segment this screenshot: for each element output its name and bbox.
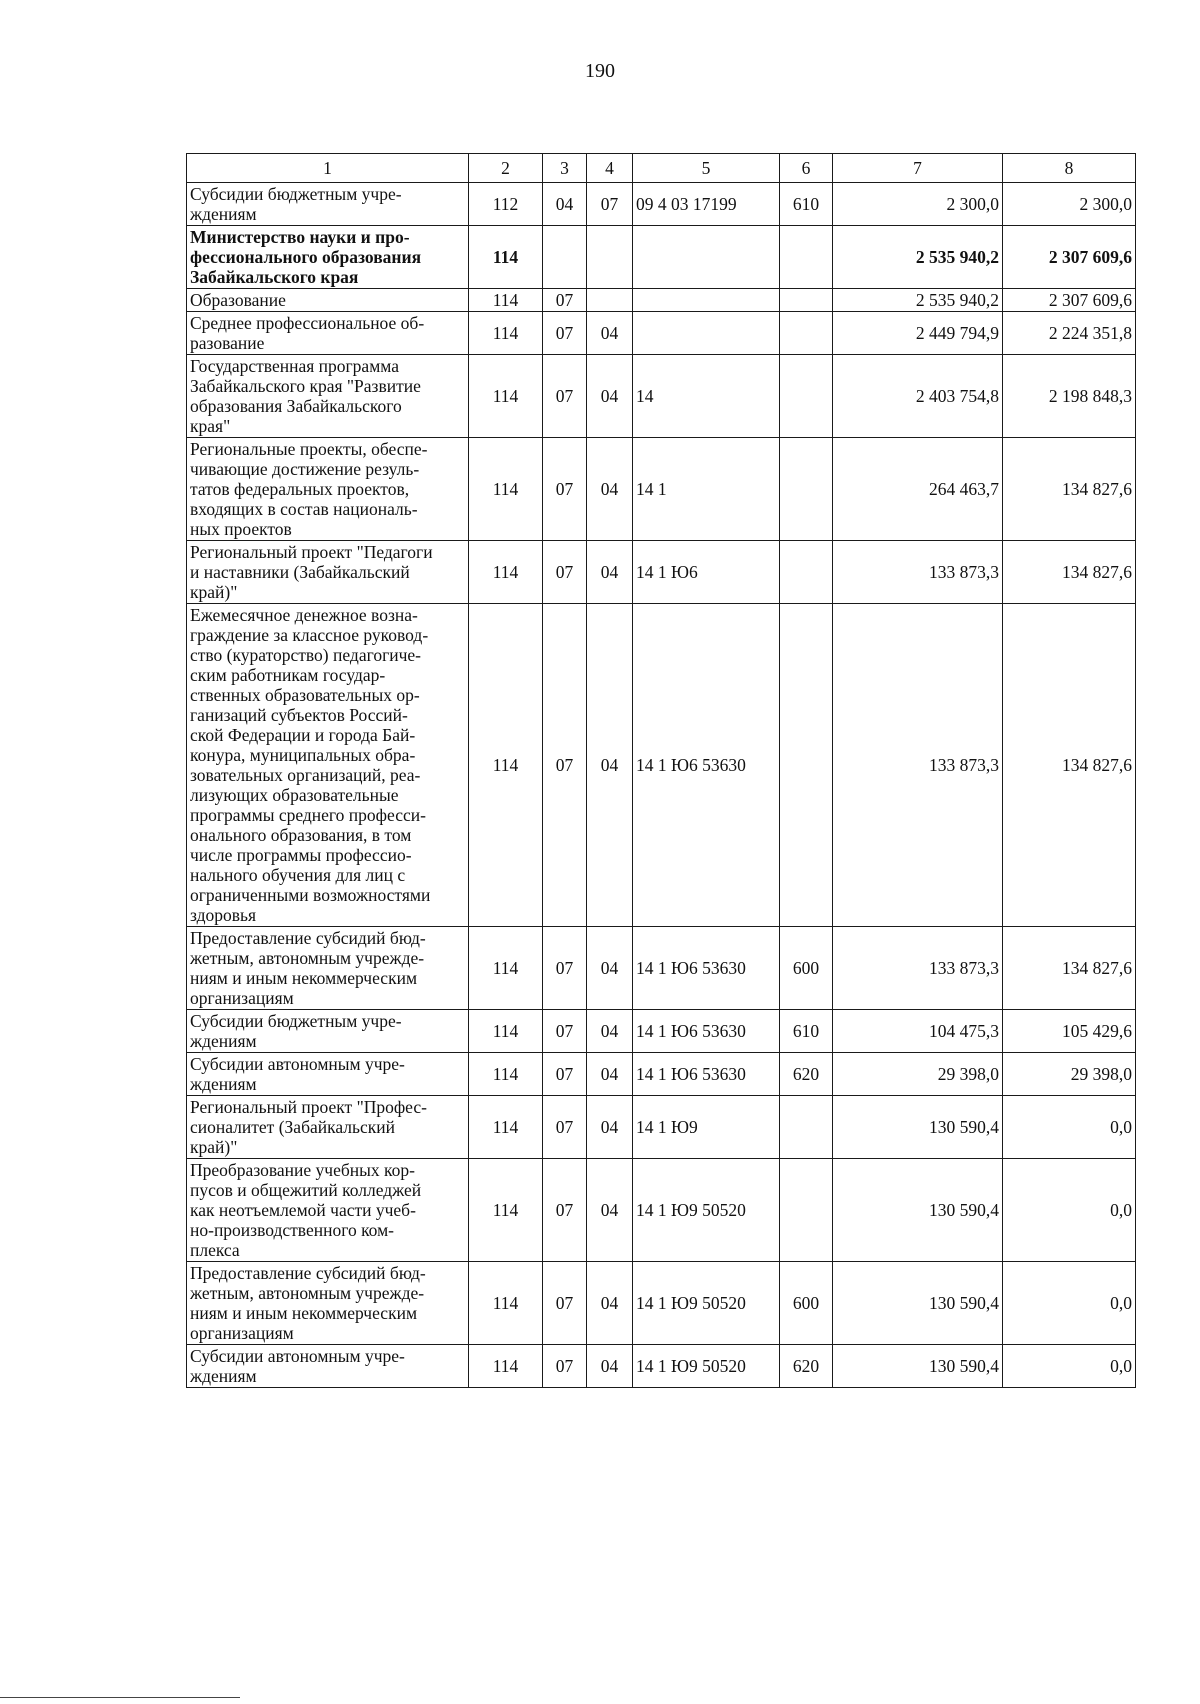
cell-target-article: 14 1 Ю6 53630 (633, 1053, 780, 1096)
cell-subsection: 04 (587, 1159, 633, 1262)
cell-amount-year1: 133 873,3 (833, 604, 1003, 927)
header-col-4: 4 (587, 154, 633, 183)
cell-expense-type (780, 438, 833, 541)
header-col-2: 2 (469, 154, 543, 183)
cell-amount-year1: 133 873,3 (833, 541, 1003, 604)
cell-expense-type: 600 (780, 927, 833, 1010)
cell-expense-type: 610 (780, 183, 833, 226)
cell-name: Предоставление субсидий бюд- жетным, автономным учрежде- ниям и иным некоммерческим организациям (187, 1262, 469, 1345)
cell-name: Региональный проект "Педагоги и наставники (Забайкальский край)" (187, 541, 469, 604)
cell-subsection (587, 289, 633, 312)
table-row (187, 1159, 1136, 1262)
cell-subsection: 04 (587, 312, 633, 355)
cell-expense-type (780, 1159, 833, 1262)
cell-section: 07 (543, 312, 587, 355)
cell-expense-type (780, 226, 833, 289)
cell-target-article: 14 1 Ю9 50520 (633, 1345, 780, 1388)
table-row (187, 183, 1136, 226)
cell-expense-type (780, 289, 833, 312)
cell-name: Субсидии автономным учре- ждениям (187, 1053, 469, 1096)
table-row (187, 438, 1136, 541)
cell-subsection: 07 (587, 183, 633, 226)
cell-amount-year1: 2 535 940,2 (833, 226, 1003, 289)
table-row (187, 1345, 1136, 1388)
header-col-7: 7 (833, 154, 1003, 183)
cell-ministry-code: 114 (469, 289, 543, 312)
bottom-rule (0, 1697, 240, 1698)
cell-target-article: 14 1 Ю6 53630 (633, 927, 780, 1010)
cell-expense-type (780, 541, 833, 604)
cell-amount-year2: 134 827,6 (1003, 438, 1136, 541)
cell-ministry-code: 114 (469, 1345, 543, 1388)
cell-section: 07 (543, 1096, 587, 1159)
cell-target-article (633, 289, 780, 312)
cell-ministry-code: 114 (469, 355, 543, 438)
cell-name: Субсидии бюджетным учре- ждениям (187, 183, 469, 226)
cell-amount-year2: 2 198 848,3 (1003, 355, 1136, 438)
cell-section: 07 (543, 1053, 587, 1096)
cell-amount-year2: 134 827,6 (1003, 927, 1136, 1010)
cell-amount-year2: 2 307 609,6 (1003, 226, 1136, 289)
table-row (187, 355, 1136, 438)
cell-target-article: 14 1 Ю6 53630 (633, 604, 780, 927)
cell-name: Субсидии бюджетным учре- ждениям (187, 1010, 469, 1053)
cell-target-article (633, 312, 780, 355)
cell-subsection: 04 (587, 355, 633, 438)
cell-section: 07 (543, 927, 587, 1010)
cell-amount-year2: 0,0 (1003, 1345, 1136, 1388)
cell-name: Региональные проекты, обеспе- чивающие достижение резуль- татов федеральных проектов, входящих в состав националь- ных проектов (187, 438, 469, 541)
table-row (187, 927, 1136, 1010)
cell-amount-year2: 134 827,6 (1003, 541, 1136, 604)
header-col-8: 8 (1003, 154, 1136, 183)
cell-amount-year2: 0,0 (1003, 1159, 1136, 1262)
table-row (187, 226, 1136, 289)
cell-section: 07 (543, 604, 587, 927)
table-row (187, 1053, 1136, 1096)
cell-amount-year2: 134 827,6 (1003, 604, 1136, 927)
cell-expense-type (780, 355, 833, 438)
cell-amount-year1: 2 449 794,9 (833, 312, 1003, 355)
cell-target-article (633, 226, 780, 289)
cell-ministry-code: 114 (469, 1053, 543, 1096)
cell-target-article: 14 1 Ю6 53630 (633, 1010, 780, 1053)
cell-target-article: 14 1 Ю9 (633, 1096, 780, 1159)
cell-target-article: 14 (633, 355, 780, 438)
cell-section: 07 (543, 1262, 587, 1345)
cell-subsection: 04 (587, 1262, 633, 1345)
cell-expense-type: 620 (780, 1053, 833, 1096)
cell-section: 07 (543, 438, 587, 541)
cell-expense-type (780, 312, 833, 355)
cell-ministry-code: 114 (469, 1159, 543, 1262)
cell-section: 07 (543, 289, 587, 312)
cell-name: Ежемесячное денежное возна- граждение за классное руковод- ство (кураторство) педагогиче- ским работникам государ- ственных образовательных ор- ганизаций субъектов Россий- ской Федерации и города Бай- конура, муниципальных обра- зовательных организаций, реа- лизующих образовательные программы среднего професси- онального образования, в том числе программы профессио- нального обучения для лиц с ограниченными возможностями здоровья (187, 604, 469, 927)
cell-target-article: 14 1 Ю9 50520 (633, 1159, 780, 1262)
cell-ministry-code: 114 (469, 927, 543, 1010)
cell-amount-year1: 130 590,4 (833, 1345, 1003, 1388)
cell-expense-type (780, 604, 833, 927)
cell-amount-year2: 105 429,6 (1003, 1010, 1136, 1053)
header-row (187, 154, 1136, 183)
cell-name: Предоставление субсидий бюд- жетным, автономным учрежде- ниям и иным некоммерческим организациям (187, 927, 469, 1010)
cell-ministry-code: 112 (469, 183, 543, 226)
cell-name: Субсидии автономным учре- ждениям (187, 1345, 469, 1388)
cell-ministry-code: 114 (469, 1262, 543, 1345)
table-row (187, 289, 1136, 312)
cell-ministry-code: 114 (469, 541, 543, 604)
cell-section: 07 (543, 541, 587, 604)
cell-amount-year1: 130 590,4 (833, 1096, 1003, 1159)
cell-name: Среднее профессиональное об- разование (187, 312, 469, 355)
header-col-1: 1 (187, 154, 469, 183)
cell-ministry-code: 114 (469, 604, 543, 927)
cell-amount-year1: 104 475,3 (833, 1010, 1003, 1053)
cell-section: 07 (543, 1159, 587, 1262)
cell-amount-year2: 2 307 609,6 (1003, 289, 1136, 312)
cell-subsection (587, 226, 633, 289)
cell-target-article: 14 1 (633, 438, 780, 541)
cell-section: 07 (543, 1010, 587, 1053)
cell-amount-year2: 0,0 (1003, 1262, 1136, 1345)
table-row (187, 1096, 1136, 1159)
cell-subsection: 04 (587, 1345, 633, 1388)
cell-subsection: 04 (587, 541, 633, 604)
cell-ministry-code: 114 (469, 438, 543, 541)
cell-target-article: 14 1 Ю9 50520 (633, 1262, 780, 1345)
cell-name: Государственная программа Забайкальского края "Развитие образования Забайкальского края" (187, 355, 469, 438)
cell-amount-year2: 0,0 (1003, 1096, 1136, 1159)
table-row (187, 312, 1136, 355)
cell-ministry-code: 114 (469, 1010, 543, 1053)
cell-section: 04 (543, 183, 587, 226)
table-row (187, 541, 1136, 604)
cell-target-article: 09 4 03 17199 (633, 183, 780, 226)
cell-amount-year1: 130 590,4 (833, 1159, 1003, 1262)
cell-amount-year1: 130 590,4 (833, 1262, 1003, 1345)
cell-expense-type: 620 (780, 1345, 833, 1388)
table-row (187, 1262, 1136, 1345)
cell-section: 07 (543, 355, 587, 438)
table-row (187, 1010, 1136, 1053)
cell-subsection: 04 (587, 604, 633, 927)
cell-amount-year2: 2 300,0 (1003, 183, 1136, 226)
budget-table (186, 153, 1136, 1388)
cell-amount-year1: 2 403 754,8 (833, 355, 1003, 438)
cell-subsection: 04 (587, 1096, 633, 1159)
header-col-6: 6 (780, 154, 833, 183)
cell-name: Региональный проект "Профес- сионалитет (Забайкальский край)" (187, 1096, 469, 1159)
cell-amount-year1: 2 300,0 (833, 183, 1003, 226)
cell-ministry-code: 114 (469, 1096, 543, 1159)
cell-amount-year1: 264 463,7 (833, 438, 1003, 541)
cell-subsection: 04 (587, 1053, 633, 1096)
cell-subsection: 04 (587, 438, 633, 541)
header-col-3: 3 (543, 154, 587, 183)
cell-name: Преобразование учебных кор- пусов и общежитий колледжей как неотъемлемой части учеб- но-производственного ком- плекса (187, 1159, 469, 1262)
cell-amount-year1: 2 535 940,2 (833, 289, 1003, 312)
table-row (187, 604, 1136, 927)
cell-subsection: 04 (587, 1010, 633, 1053)
cell-ministry-code: 114 (469, 226, 543, 289)
cell-amount-year2: 2 224 351,8 (1003, 312, 1136, 355)
cell-section: 07 (543, 1345, 587, 1388)
cell-expense-type (780, 1096, 833, 1159)
cell-amount-year1: 29 398,0 (833, 1053, 1003, 1096)
cell-name: Образование (187, 289, 469, 312)
cell-subsection: 04 (587, 927, 633, 1010)
cell-section (543, 226, 587, 289)
header-col-5: 5 (633, 154, 780, 183)
cell-amount-year1: 133 873,3 (833, 927, 1003, 1010)
cell-expense-type: 600 (780, 1262, 833, 1345)
cell-amount-year2: 29 398,0 (1003, 1053, 1136, 1096)
cell-expense-type: 610 (780, 1010, 833, 1053)
page-number: 190 (585, 60, 615, 82)
cell-name: Министерство науки и про- фессионального образования Забайкальского края (187, 226, 469, 289)
cell-ministry-code: 114 (469, 312, 543, 355)
cell-target-article: 14 1 Ю6 (633, 541, 780, 604)
